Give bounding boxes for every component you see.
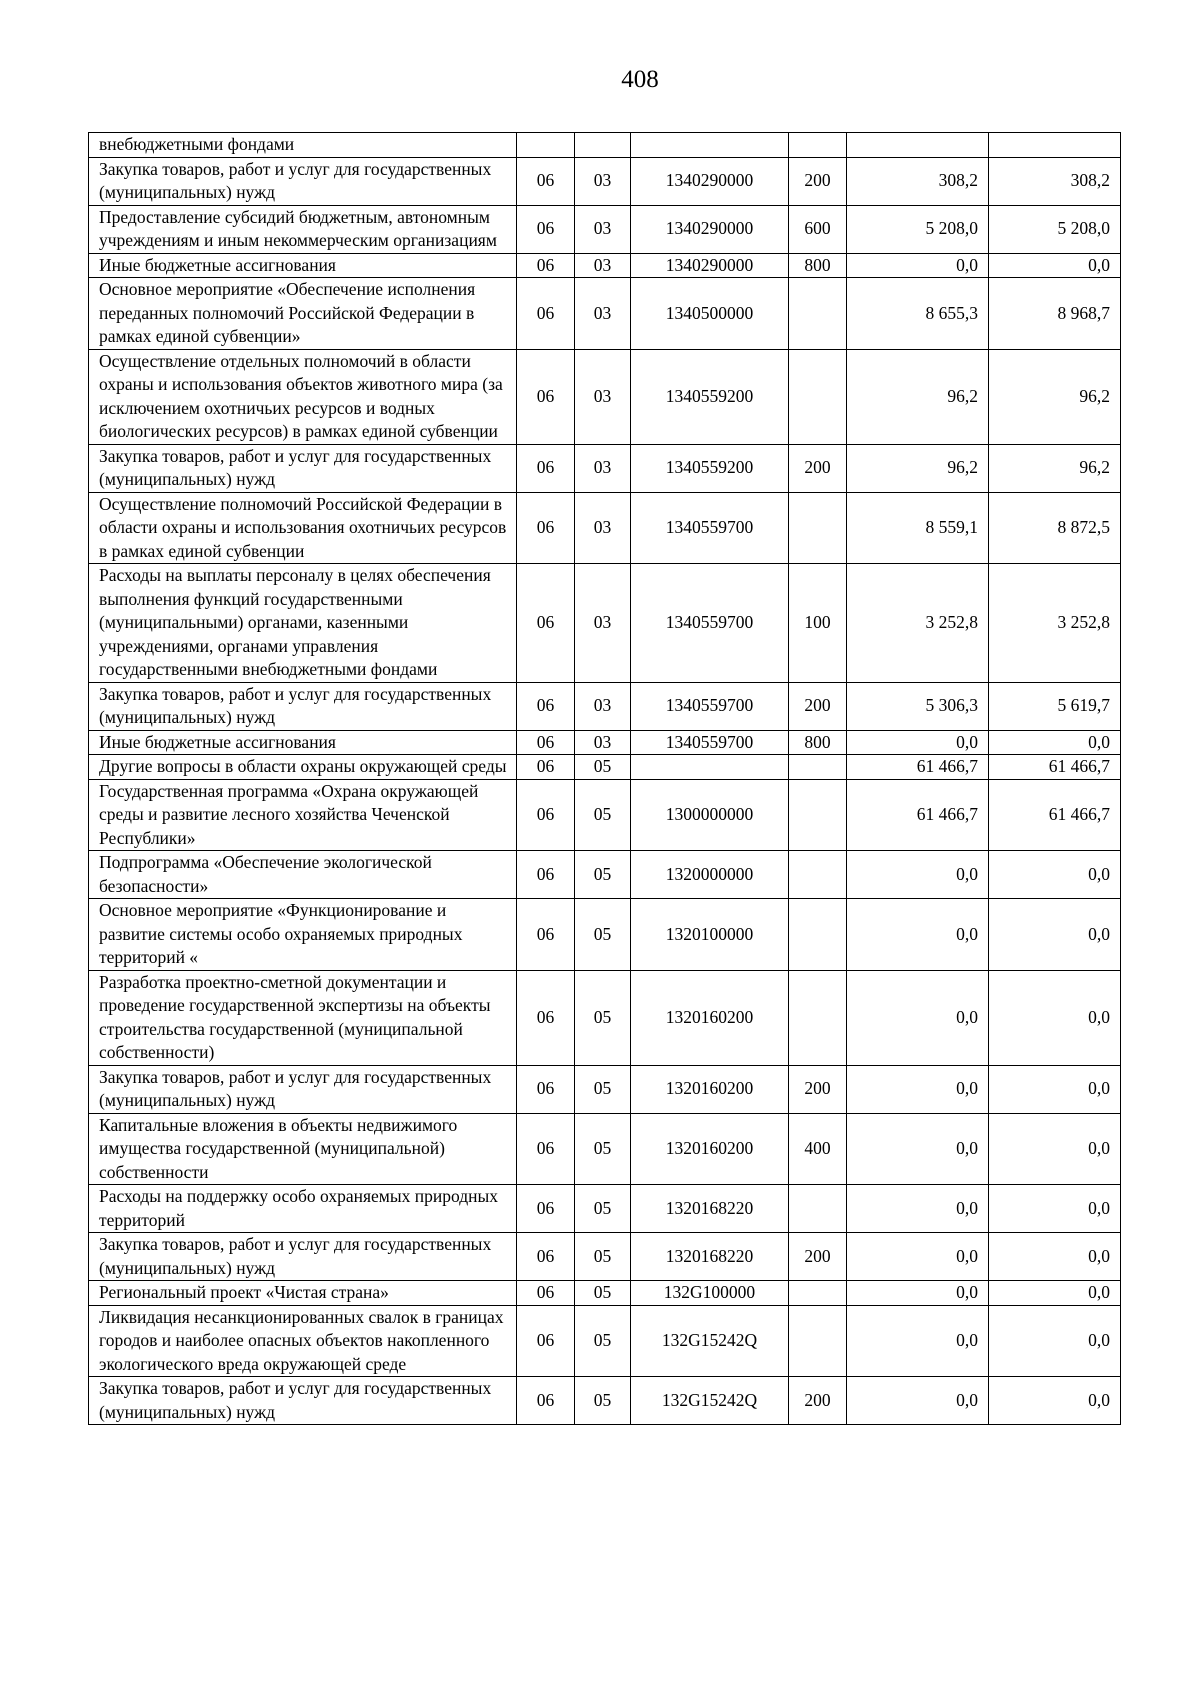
row-amount-year2-cell: 3 252,8 xyxy=(989,564,1121,683)
table-row xyxy=(89,133,1121,158)
row-name-cell: Иные бюджетные ассигнования xyxy=(89,253,517,278)
row-section-cell: 06 xyxy=(517,492,575,564)
row-target-article-cell: 1340559200 xyxy=(631,444,789,492)
page-number: 408 xyxy=(621,66,659,93)
row-name-cell: Государственная программа «Охрана окружающей среды и развитие лесного хозяйства Чеченской Республики» xyxy=(89,779,517,851)
row-expense-type-cell xyxy=(789,1281,847,1306)
row-subsection-cell: 05 xyxy=(575,970,631,1065)
row-target-article-cell: 1340290000 xyxy=(631,157,789,205)
row-target-article-cell: 1320160200 xyxy=(631,970,789,1065)
row-amount-year1-cell xyxy=(847,133,989,158)
row-amount-year1-cell: 0,0 xyxy=(847,1113,989,1185)
row-target-article-cell: 132G15242Q xyxy=(631,1377,789,1425)
row-section-cell: 06 xyxy=(517,564,575,683)
row-section-cell: 06 xyxy=(517,779,575,851)
row-section-cell: 06 xyxy=(517,682,575,730)
row-expense-type-cell: 800 xyxy=(789,730,847,755)
row-section-cell: 06 xyxy=(517,970,575,1065)
row-name-cell: Закупка товаров, работ и услуг для государственных (муниципальных) нужд xyxy=(89,1233,517,1281)
row-amount-year2-cell: 8 968,7 xyxy=(989,278,1121,350)
table-row xyxy=(89,1305,1121,1377)
row-amount-year2-cell: 96,2 xyxy=(989,349,1121,444)
table-row xyxy=(89,1065,1121,1113)
row-amount-year2-cell: 0,0 xyxy=(989,899,1121,971)
row-expense-type-cell xyxy=(789,278,847,350)
table-row xyxy=(89,1185,1121,1233)
row-amount-year2-cell: 0,0 xyxy=(989,1185,1121,1233)
row-name-cell: Другие вопросы в области охраны окружающей среды xyxy=(89,755,517,780)
row-amount-year1-cell: 96,2 xyxy=(847,444,989,492)
row-target-article-cell: 1340559700 xyxy=(631,564,789,683)
row-target-article-cell: 1340500000 xyxy=(631,278,789,350)
row-amount-year1-cell: 0,0 xyxy=(847,1065,989,1113)
row-section-cell: 06 xyxy=(517,899,575,971)
row-target-article-cell: 132G100000 xyxy=(631,1281,789,1306)
row-amount-year2-cell: 0,0 xyxy=(989,1377,1121,1425)
row-expense-type-cell: 400 xyxy=(789,1113,847,1185)
row-expense-type-cell: 200 xyxy=(789,157,847,205)
row-amount-year2-cell: 0,0 xyxy=(989,730,1121,755)
row-subsection-cell: 03 xyxy=(575,682,631,730)
table-row xyxy=(89,1233,1121,1281)
row-amount-year2-cell: 61 466,7 xyxy=(989,779,1121,851)
row-subsection-cell: 05 xyxy=(575,779,631,851)
row-name-cell: Закупка товаров, работ и услуг для государственных (муниципальных) нужд xyxy=(89,1377,517,1425)
row-amount-year1-cell: 0,0 xyxy=(847,1185,989,1233)
row-subsection-cell xyxy=(575,133,631,158)
row-section-cell: 06 xyxy=(517,1233,575,1281)
table-row xyxy=(89,755,1121,780)
row-name-cell: Закупка товаров, работ и услуг для государственных (муниципальных) нужд xyxy=(89,682,517,730)
row-subsection-cell: 05 xyxy=(575,1377,631,1425)
row-name-cell: Расходы на поддержку особо охраняемых природных территорий xyxy=(89,1185,517,1233)
row-amount-year1-cell: 0,0 xyxy=(847,1377,989,1425)
row-amount-year1-cell: 0,0 xyxy=(847,253,989,278)
row-section-cell: 06 xyxy=(517,349,575,444)
row-amount-year1-cell: 0,0 xyxy=(847,899,989,971)
row-target-article-cell: 1320100000 xyxy=(631,899,789,971)
row-amount-year2-cell: 0,0 xyxy=(989,1233,1121,1281)
row-name-cell: Региональный проект «Чистая страна» xyxy=(89,1281,517,1306)
row-expense-type-cell xyxy=(789,970,847,1065)
table-row xyxy=(89,444,1121,492)
row-subsection-cell: 03 xyxy=(575,253,631,278)
row-amount-year1-cell: 61 466,7 xyxy=(847,779,989,851)
row-amount-year1-cell: 8 655,3 xyxy=(847,278,989,350)
table-row xyxy=(89,1281,1121,1306)
row-amount-year2-cell: 96,2 xyxy=(989,444,1121,492)
row-name-cell: Осуществление отдельных полномочий в области охраны и использования объектов животного мира (за исключением охотничьих ресурсов и водных биологических ресурсов) в рамках единой субвенции xyxy=(89,349,517,444)
row-section-cell xyxy=(517,133,575,158)
row-target-article-cell: 1320160200 xyxy=(631,1065,789,1113)
row-subsection-cell: 03 xyxy=(575,730,631,755)
table-row xyxy=(89,1113,1121,1185)
row-expense-type-cell xyxy=(789,492,847,564)
table-row xyxy=(89,253,1121,278)
row-subsection-cell: 05 xyxy=(575,1185,631,1233)
row-name-cell: Подпрограмма «Обеспечение экологической безопасности» xyxy=(89,851,517,899)
row-name-cell: Осуществление полномочий Российской Федерации в области охраны и использования охотничьих ресурсов в рамках единой субвенции xyxy=(89,492,517,564)
row-subsection-cell: 05 xyxy=(575,1281,631,1306)
row-amount-year1-cell: 0,0 xyxy=(847,1281,989,1306)
row-name-cell: Закупка товаров, работ и услуг для государственных (муниципальных) нужд xyxy=(89,1065,517,1113)
row-amount-year1-cell: 5 306,3 xyxy=(847,682,989,730)
row-expense-type-cell: 100 xyxy=(789,564,847,683)
row-amount-year1-cell: 0,0 xyxy=(847,851,989,899)
row-amount-year2-cell xyxy=(989,133,1121,158)
row-name-cell: Иные бюджетные ассигнования xyxy=(89,730,517,755)
row-name-cell: Закупка товаров, работ и услуг для государственных (муниципальных) нужд xyxy=(89,444,517,492)
row-name-cell: Основное мероприятие «Обеспечение исполнения переданных полномочий Российской Федерации в рамках единой субвенции» xyxy=(89,278,517,350)
table-row xyxy=(89,851,1121,899)
row-subsection-cell: 05 xyxy=(575,899,631,971)
row-subsection-cell: 05 xyxy=(575,755,631,780)
row-expense-type-cell xyxy=(789,755,847,780)
row-amount-year1-cell: 61 466,7 xyxy=(847,755,989,780)
table-row xyxy=(89,899,1121,971)
row-amount-year2-cell: 5 619,7 xyxy=(989,682,1121,730)
row-expense-type-cell xyxy=(789,899,847,971)
row-amount-year1-cell: 5 208,0 xyxy=(847,205,989,253)
row-expense-type-cell: 200 xyxy=(789,1233,847,1281)
row-name-cell: Ликвидация несанкционированных свалок в границах городов и наиболее опасных объектов накопленного экологического вреда окружающей среде xyxy=(89,1305,517,1377)
row-amount-year1-cell: 3 252,8 xyxy=(847,564,989,683)
row-expense-type-cell: 200 xyxy=(789,1377,847,1425)
row-amount-year2-cell: 0,0 xyxy=(989,1113,1121,1185)
row-expense-type-cell: 200 xyxy=(789,1065,847,1113)
row-amount-year1-cell: 0,0 xyxy=(847,1233,989,1281)
row-section-cell: 06 xyxy=(517,253,575,278)
table-row xyxy=(89,730,1121,755)
row-name-cell: Закупка товаров, работ и услуг для государственных (муниципальных) нужд xyxy=(89,157,517,205)
table-row xyxy=(89,205,1121,253)
row-section-cell: 06 xyxy=(517,851,575,899)
row-expense-type-cell xyxy=(789,1185,847,1233)
row-target-article-cell: 1300000000 xyxy=(631,779,789,851)
budget-table xyxy=(88,132,1121,1425)
row-section-cell: 06 xyxy=(517,730,575,755)
row-amount-year1-cell: 0,0 xyxy=(847,730,989,755)
row-section-cell: 06 xyxy=(517,1377,575,1425)
row-target-article-cell: 1340559700 xyxy=(631,730,789,755)
row-subsection-cell: 05 xyxy=(575,1113,631,1185)
row-amount-year1-cell: 308,2 xyxy=(847,157,989,205)
row-amount-year2-cell: 5 208,0 xyxy=(989,205,1121,253)
row-target-article-cell: 1340559200 xyxy=(631,349,789,444)
table-row xyxy=(89,682,1121,730)
row-section-cell: 06 xyxy=(517,1305,575,1377)
row-section-cell: 06 xyxy=(517,1185,575,1233)
row-target-article-cell: 1320160200 xyxy=(631,1113,789,1185)
row-expense-type-cell xyxy=(789,349,847,444)
table-row xyxy=(89,492,1121,564)
row-name-cell: Капитальные вложения в объекты недвижимого имущества государственной (муниципальной) собственности xyxy=(89,1113,517,1185)
row-subsection-cell: 03 xyxy=(575,278,631,350)
row-amount-year2-cell: 0,0 xyxy=(989,970,1121,1065)
row-amount-year1-cell: 96,2 xyxy=(847,349,989,444)
row-subsection-cell: 05 xyxy=(575,1305,631,1377)
row-section-cell: 06 xyxy=(517,755,575,780)
row-target-article-cell xyxy=(631,755,789,780)
row-amount-year1-cell: 0,0 xyxy=(847,1305,989,1377)
row-section-cell: 06 xyxy=(517,205,575,253)
row-subsection-cell: 05 xyxy=(575,1233,631,1281)
table-row xyxy=(89,157,1121,205)
row-subsection-cell: 03 xyxy=(575,564,631,683)
row-target-article-cell: 1340559700 xyxy=(631,492,789,564)
table-row xyxy=(89,278,1121,350)
row-target-article-cell: 1320168220 xyxy=(631,1185,789,1233)
row-subsection-cell: 05 xyxy=(575,851,631,899)
row-amount-year2-cell: 0,0 xyxy=(989,851,1121,899)
row-name-cell: Расходы на выплаты персоналу в целях обеспечения выполнения функций государственными (муниципальными) органами, казенными учреждениями, органами управления государственными внебюджетными фондами xyxy=(89,564,517,683)
row-amount-year2-cell: 0,0 xyxy=(989,1065,1121,1113)
table-body xyxy=(89,133,1121,1425)
row-amount-year2-cell: 308,2 xyxy=(989,157,1121,205)
row-target-article-cell xyxy=(631,133,789,158)
row-amount-year2-cell: 0,0 xyxy=(989,253,1121,278)
row-section-cell: 06 xyxy=(517,1113,575,1185)
table-row xyxy=(89,779,1121,851)
table-row xyxy=(89,970,1121,1065)
row-target-article-cell: 1340290000 xyxy=(631,205,789,253)
row-expense-type-cell xyxy=(789,133,847,158)
row-section-cell: 06 xyxy=(517,1281,575,1306)
row-name-cell: Предоставление субсидий бюджетным, автономным учреждениям и иным некоммерческим организациям xyxy=(89,205,517,253)
row-name-cell: Разработка проектно-сметной документации и проведение государственной экспертизы на объекты строительства государственной (муниципальной собственности) xyxy=(89,970,517,1065)
table-row xyxy=(89,1377,1121,1425)
row-expense-type-cell: 200 xyxy=(789,444,847,492)
row-expense-type-cell: 200 xyxy=(789,682,847,730)
row-target-article-cell: 1320000000 xyxy=(631,851,789,899)
row-subsection-cell: 03 xyxy=(575,157,631,205)
row-amount-year1-cell: 0,0 xyxy=(847,970,989,1065)
table-row xyxy=(89,564,1121,683)
row-subsection-cell: 03 xyxy=(575,349,631,444)
row-expense-type-cell xyxy=(789,779,847,851)
row-expense-type-cell: 600 xyxy=(789,205,847,253)
row-section-cell: 06 xyxy=(517,157,575,205)
row-target-article-cell: 132G15242Q xyxy=(631,1305,789,1377)
row-expense-type-cell xyxy=(789,1305,847,1377)
row-amount-year2-cell: 0,0 xyxy=(989,1281,1121,1306)
row-subsection-cell: 05 xyxy=(575,1065,631,1113)
row-expense-type-cell xyxy=(789,851,847,899)
row-expense-type-cell: 800 xyxy=(789,253,847,278)
row-subsection-cell: 03 xyxy=(575,444,631,492)
row-amount-year1-cell: 8 559,1 xyxy=(847,492,989,564)
table-row xyxy=(89,349,1121,444)
row-amount-year2-cell: 8 872,5 xyxy=(989,492,1121,564)
row-section-cell: 06 xyxy=(517,278,575,350)
row-target-article-cell: 1340290000 xyxy=(631,253,789,278)
row-section-cell: 06 xyxy=(517,444,575,492)
row-name-cell: внебюджетными фондами xyxy=(89,133,517,158)
row-name-cell: Основное мероприятие «Функционирование и развитие системы особо охраняемых природных территорий « xyxy=(89,899,517,971)
row-target-article-cell: 1320168220 xyxy=(631,1233,789,1281)
row-section-cell: 06 xyxy=(517,1065,575,1113)
row-amount-year2-cell: 0,0 xyxy=(989,1305,1121,1377)
row-subsection-cell: 03 xyxy=(575,492,631,564)
row-subsection-cell: 03 xyxy=(575,205,631,253)
row-target-article-cell: 1340559700 xyxy=(631,682,789,730)
row-amount-year2-cell: 61 466,7 xyxy=(989,755,1121,780)
